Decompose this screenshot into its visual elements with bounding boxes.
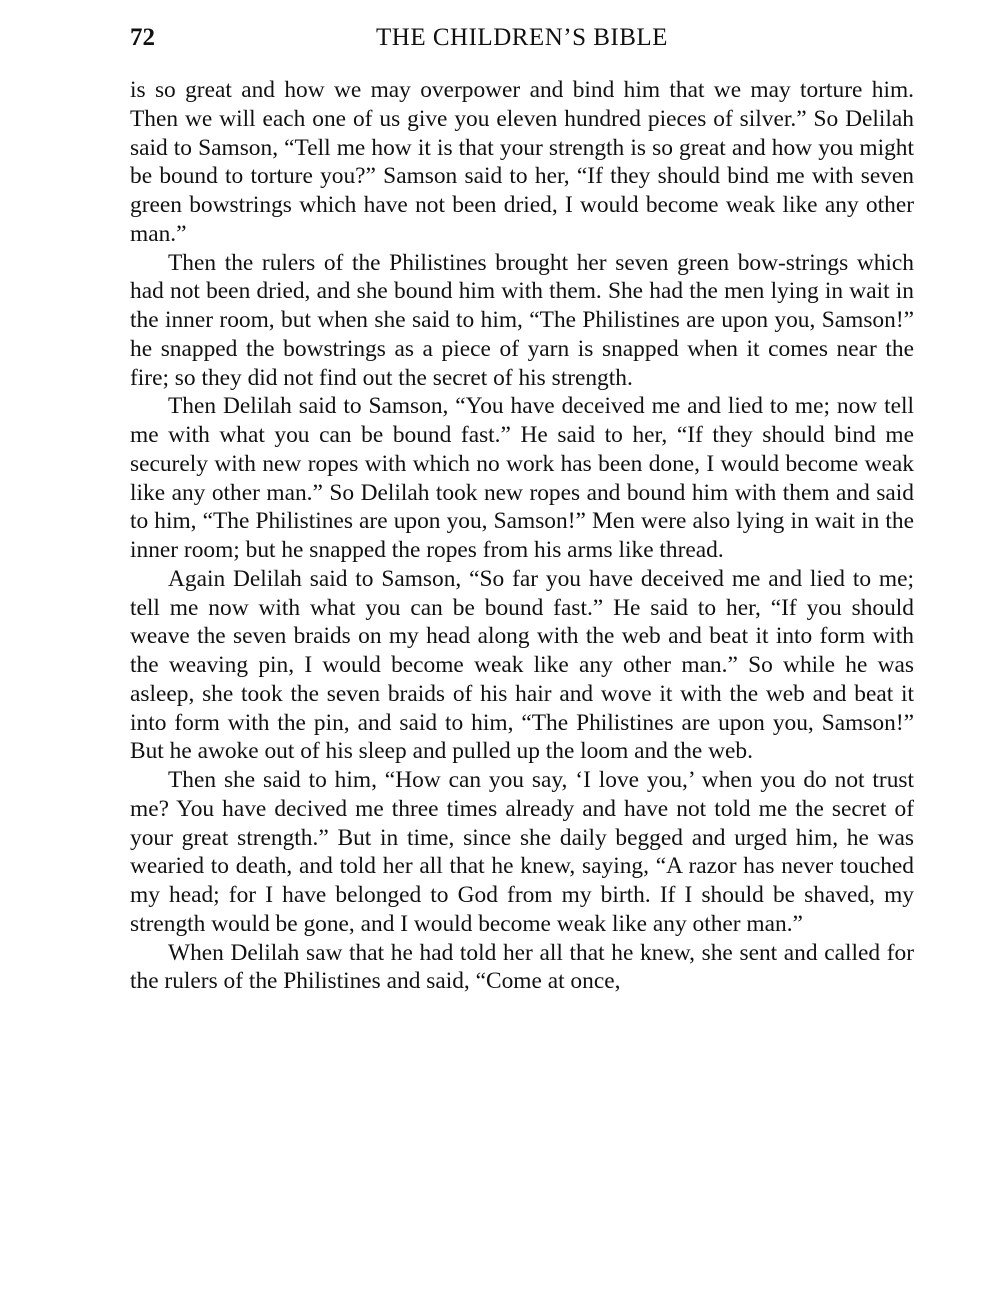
paragraph-new-ropes: Then Delilah said to Samson, “You have deceived me and lied to me; now tell me with what you can be bound fast.” He said to her, “If they should bind me securely with new ropes with which no work has been done, I would become weak like any other man.” So Delilah took new ropes and bound him with them and said to him, “The Philistines are upon you, Samson!” Men were also lying in wait in the inner room; but he snapped the ropes from his arms like thread.	[130, 393, 914, 563]
body-text	[130, 76, 914, 996]
paragraph-continuation: is so great and how we may overpower and bind him that we may torture him. Then we will each one of us give you eleven hundred pieces of silver.” So Delilah said to Samson, “Tell me how it is that your strength is so great and how you might be bound to torture you?” Samson said to her, “If they should bind me with seven green bowstrings which have not been dried, I would become weak like any other man.”	[130, 77, 914, 247]
paragraph-secret-revealed: Then she said to him, “How can you say, ‘I love you,’ when you do not trust me? You have decived me three times already and have not told me the secret of your great strength.” But in time, since she daily begged and urged him, he was wearied to death, and told her all that he knew, saying, “A razor has never touched my head; for I have belonged to God from my birth. If I should be shaved, my strength would be gone, and I would become weak like any other man.”	[130, 767, 914, 937]
page-header	[130, 20, 914, 56]
page-number: 72	[130, 24, 155, 51]
paragraph-rulers-called: When Delilah saw that he had told her all that he knew, she sent and called for the rulers of the Philistines and said, “Come at once,	[130, 939, 914, 995]
paragraph-green-bowstrings: Then the rulers of the Philistines brought her seven green bow-strings which had not been dried, and she bound him with them. She had the men lying in wait in the inner room, but when she said to him, “The Philistines are upon you, Samson!” he snapped the bowstrings as a piece of yarn is snapped when it comes near the fire; so they did not find out the secret of his strength.	[130, 249, 914, 391]
paragraph-seven-braids: Again Delilah said to Samson, “So far you have deceived me and lied to me; tell me now with what you can be bound fast.” He said to her, “If you should weave the seven braids on my head along with the web and beat it into form with the weaving pin, I would become weak like any other man.” So while he was asleep, she took the seven braids of his hair and wove it with the web and beat it into form with the pin, and said to him, “The Philistines are upon you, Samson!” But he awoke out of his sleep and pulled up the loom and the web.	[130, 565, 914, 765]
running-title: THE CHILDREN’S BIBLE	[376, 24, 668, 51]
